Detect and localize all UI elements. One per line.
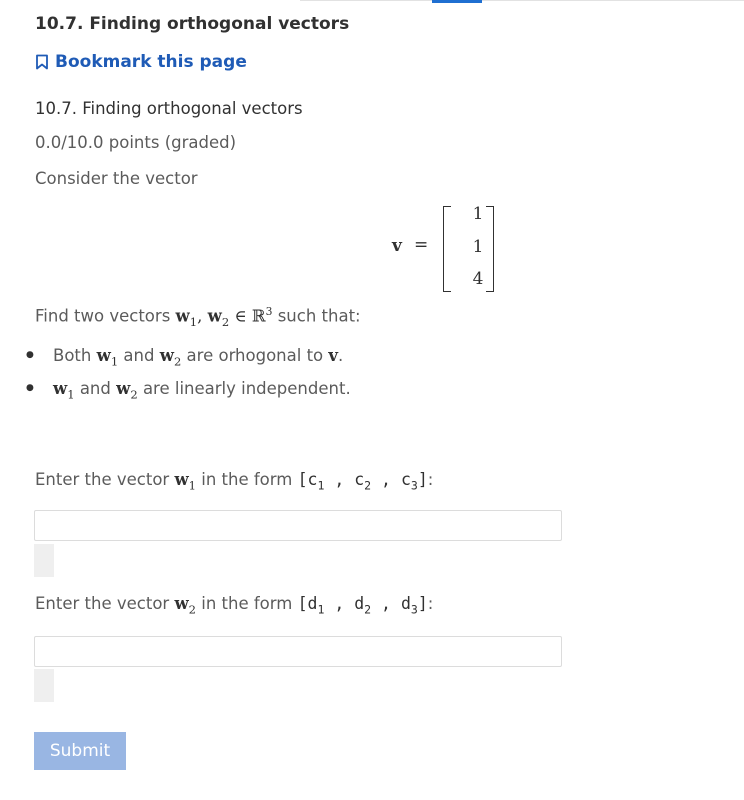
submit-button[interactable]: Submit [34,732,126,770]
bookmark-icon [35,54,49,70]
equals-sign: = [414,235,429,255]
problem-intro: Consider the vector [35,169,198,188]
condition-item: ● Both $w_1$ and $w_2$ are orhogonal to v. [24,346,351,379]
bookmark-button[interactable] [35,52,247,72]
w1-input[interactable] [34,510,562,541]
w1-prompt: Enter the vector $w_1$ in the form [$c_1$ , $c_2$ , $c_3$]: [35,470,434,493]
top-divider [300,0,744,1]
w2-prompt: Enter the vector $w_2$ in the form [$d_1$ , $d_2$ , $d_3$]: [35,594,434,617]
matrix-left-bracket [443,206,451,292]
vector-entry: 4 [472,269,484,289]
find-statement: Find two vectors $w_1$, $w_2$ ∈ ℝ$^3$ such that: [35,305,361,329]
condition-item: ● $w_1$ and $w_2$ are linearly independent. [24,379,351,412]
vector-entry: 1 [472,237,484,257]
bookmark-label: Bookmark this page [55,52,247,72]
w1-status-indicator [34,544,54,577]
vector-entry: 1 [472,204,484,224]
unit-title: 10.7. Finding orthogonal vectors [35,14,350,34]
active-tab-indicator [432,0,482,3]
points-status: 0.0/10.0 points (graded) [35,133,237,152]
conditions-list [24,346,351,412]
w2-status-indicator [34,669,54,702]
problem-title: 10.7. Finding orthogonal vectors [35,99,303,118]
w2-input[interactable] [34,636,562,667]
vector-v-symbol: v [392,236,402,256]
